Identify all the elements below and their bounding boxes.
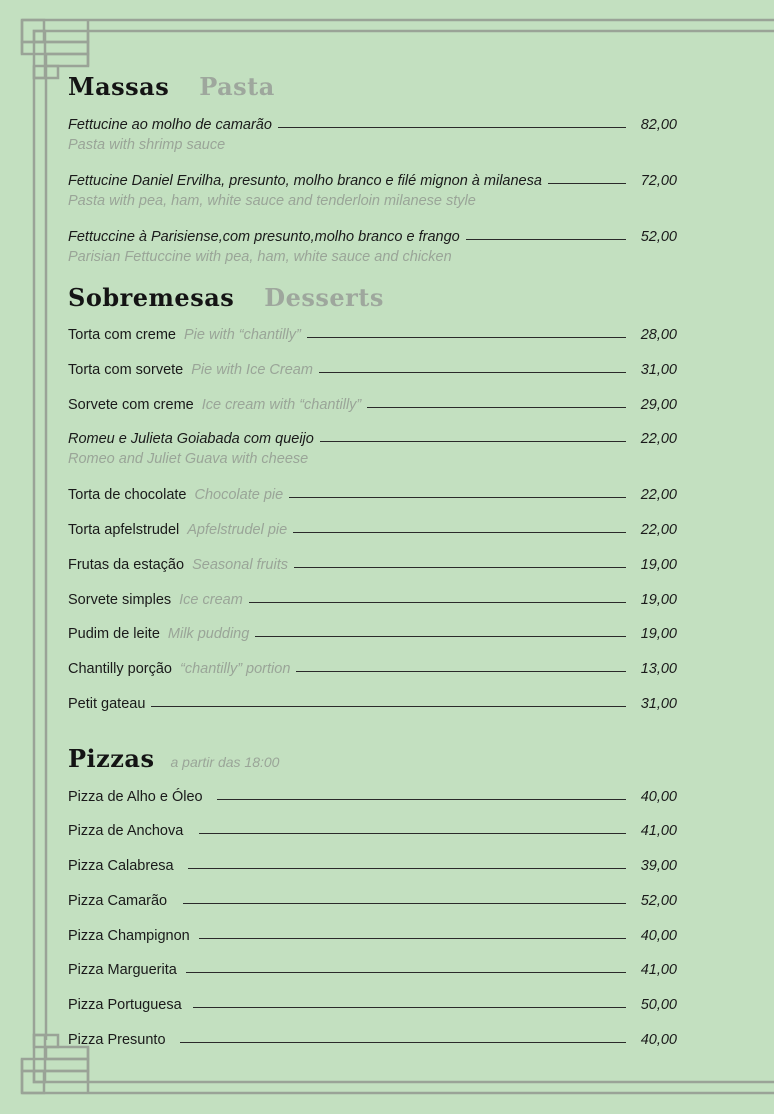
item-name: Frutas da estação: [68, 557, 185, 573]
item-translation: Chocolate pie: [194, 487, 284, 503]
section-header-pizzas: [68, 744, 279, 773]
item-name: Sorvete com creme: [68, 397, 194, 413]
item-price: 41,00: [640, 962, 677, 978]
item-price: 40,00: [640, 928, 677, 944]
section-title: Sobremesas: [68, 283, 235, 312]
item-name: Romeu e Julieta Goiabada com queijo: [68, 431, 314, 447]
item-name: Pudim de leite: [68, 626, 160, 642]
item-name: Pizza Presunto: [68, 1032, 166, 1048]
item-price: 72,00: [640, 173, 677, 189]
item-description: Pasta with pea, ham, white sauce and tenderloin milanese style: [68, 193, 476, 209]
item-price: 52,00: [640, 229, 677, 245]
item-name: Fettuccine à Parisiense,com presunto,molho branco e frango: [68, 229, 460, 245]
menu-item: [68, 997, 677, 1013]
menu-item: [68, 557, 677, 573]
item-name: Fettucine ao molho de camarão: [68, 117, 272, 133]
item-name: Pizza Portuguesa: [68, 997, 182, 1013]
menu-item: [68, 1032, 677, 1048]
item-price: 31,00: [640, 362, 677, 378]
dotted-leader: [217, 798, 626, 800]
item-price: 40,00: [640, 1032, 677, 1048]
dotted-leader: [307, 336, 626, 338]
menu-item: [68, 173, 677, 209]
menu-item: [68, 522, 677, 538]
section-subtitle: Desserts: [264, 283, 384, 312]
item-name: Pizza de Alho e Óleo: [68, 789, 203, 805]
dotted-leader: [466, 238, 626, 240]
item-name: Torta de chocolate: [68, 487, 187, 503]
item-name: Pizza Marguerita: [68, 962, 177, 978]
section-header-sobremesas: [68, 283, 384, 312]
menu-item: [68, 117, 677, 153]
item-name: Pizza Calabresa: [68, 858, 174, 874]
menu-item: [68, 592, 677, 608]
dotted-leader: [548, 182, 626, 184]
menu-item: [68, 789, 677, 805]
dotted-leader: [296, 670, 626, 672]
item-name: Petit gateau: [68, 696, 146, 712]
section-title: Massas: [68, 72, 170, 101]
item-price: 28,00: [640, 327, 677, 343]
dotted-leader: [320, 440, 626, 442]
item-price: 82,00: [640, 117, 677, 133]
dotted-leader: [319, 371, 626, 373]
dotted-leader: [249, 601, 626, 603]
item-price: 31,00: [640, 696, 677, 712]
item-name: Torta com sorvete: [68, 362, 184, 378]
menu-item: [68, 362, 677, 378]
dotted-leader: [199, 832, 626, 834]
item-price: 13,00: [640, 661, 677, 677]
dotted-leader: [278, 126, 626, 128]
item-name: Fettucine Daniel Ervilha, presunto, molho branco e filé mignon à milanesa: [68, 173, 542, 189]
dotted-leader: [289, 496, 626, 498]
section-header-massas: [68, 72, 275, 101]
item-name: Torta apfelstrudel: [68, 522, 180, 538]
menu-item: [68, 327, 677, 343]
item-price: 22,00: [640, 487, 677, 503]
section-note: a partir das 18:00: [170, 754, 280, 770]
menu-item: [68, 696, 677, 712]
item-translation: Seasonal fruits: [192, 557, 288, 573]
item-name: Pizza Champignon: [68, 928, 190, 944]
dotted-leader: [188, 867, 626, 869]
dotted-leader: [151, 705, 626, 707]
dotted-leader: [183, 902, 626, 904]
dotted-leader: [193, 1006, 626, 1008]
section-subtitle: Pasta: [199, 72, 275, 101]
item-translation: Pie with Ice Cream: [191, 362, 313, 378]
item-price: 19,00: [640, 626, 677, 642]
item-name: Torta com creme: [68, 327, 176, 343]
item-description: Pasta with shrimp sauce: [68, 137, 226, 153]
dotted-leader: [293, 531, 626, 533]
dotted-leader: [180, 1041, 626, 1043]
item-price: 50,00: [640, 997, 677, 1013]
dotted-leader: [367, 406, 626, 408]
menu-item: [68, 431, 677, 467]
dotted-leader: [294, 566, 626, 568]
item-translation: Ice cream: [179, 592, 243, 608]
item-translation: Ice cream with “chantilly”: [201, 397, 362, 413]
item-translation: “chantilly” portion: [179, 661, 291, 677]
item-price: 41,00: [640, 823, 677, 839]
menu-item: [68, 661, 677, 677]
item-price: 22,00: [640, 522, 677, 538]
item-name: Chantilly porção: [68, 661, 172, 677]
item-name: Sorvete simples: [68, 592, 172, 608]
item-price: 39,00: [640, 858, 677, 874]
menu-item: [68, 397, 677, 413]
dotted-leader: [199, 937, 626, 939]
item-price: 29,00: [640, 397, 677, 413]
menu-item: [68, 626, 677, 642]
item-price: 19,00: [640, 592, 677, 608]
item-translation: Apfelstrudel pie: [187, 522, 288, 538]
section-title: Pizzas: [68, 744, 155, 773]
item-price: 52,00: [640, 893, 677, 909]
item-description: Parisian Fettuccine with pea, ham, white sauce and chicken: [68, 249, 452, 265]
menu-item: [68, 962, 677, 978]
menu-item: [68, 487, 677, 503]
dotted-leader: [186, 971, 626, 973]
item-price: 22,00: [640, 431, 677, 447]
item-name: Pizza de Anchova: [68, 823, 184, 839]
item-name: Pizza Camarão: [68, 893, 168, 909]
dotted-leader: [255, 635, 626, 637]
item-translation: Milk pudding: [167, 626, 250, 642]
item-translation: Pie with “chantilly”: [183, 327, 301, 343]
item-description: Romeo and Juliet Guava with cheese: [68, 451, 309, 467]
menu-item: [68, 229, 677, 265]
menu-item: [68, 823, 677, 839]
menu-item: [68, 858, 677, 874]
item-price: 19,00: [640, 557, 677, 573]
menu-item: [68, 928, 677, 944]
item-price: 40,00: [640, 789, 677, 805]
menu-item: [68, 893, 677, 909]
